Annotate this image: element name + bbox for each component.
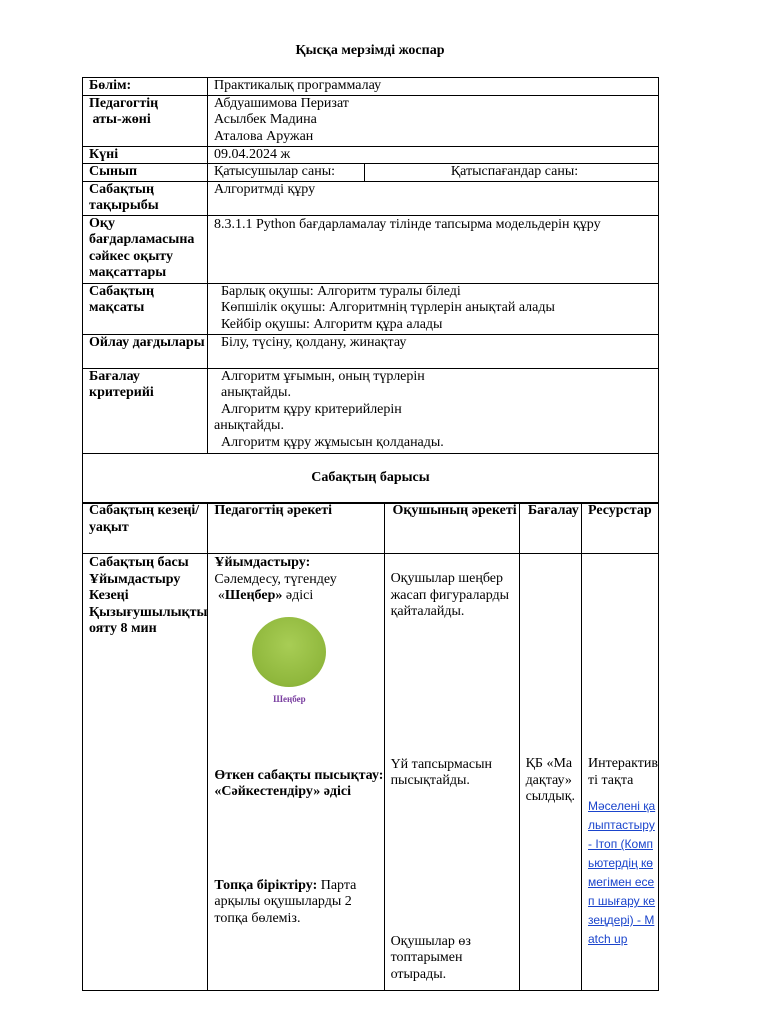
review-title: Өткен сабақты пысықтау: «Сәйкестендіру» әдісі <box>214 767 384 799</box>
teacher-name: Абдуашимова Перизат <box>214 95 349 111</box>
teacher-action-cell <box>208 554 384 991</box>
green-circle-icon <box>252 617 326 687</box>
criteria-label: Бағалау критерийі <box>83 368 208 453</box>
skills-label: Ойлау дағдылары <box>83 334 208 368</box>
goals-value: 8.3.1.1 Python бағдарламалау тілінде тапсырма модельдерін құру <box>208 215 659 283</box>
section-label: Бөлім: <box>83 78 208 96</box>
org-title: Ұйымдастыру: <box>214 555 311 570</box>
col-header-student: Оқушының әрекеті <box>384 503 519 554</box>
teacher-name: Аталова Аружан <box>214 128 314 144</box>
criteria-list <box>208 368 659 453</box>
skills-text: Білу, түсіну, қолдану, жинақтау <box>221 334 407 350</box>
absent-count: Қатыспағандар саны: <box>365 164 659 182</box>
resources-cell <box>582 554 659 991</box>
criteria-item: анықтайды. <box>221 385 291 400</box>
aim-item: Барлық оқушы: Алгоритм туралы біледі <box>221 283 461 299</box>
student-action-cell <box>384 554 519 991</box>
topic-value: Алгоритмді құру <box>208 181 659 215</box>
assessment-text: ҚБ «Мадақтау» сылдық. <box>525 756 575 804</box>
student-action-2: Үй тапсырмасын пысықтайды. <box>390 756 492 788</box>
group-text <box>214 878 383 928</box>
aim-item: Кейбір оқушы: Алгоритм құра алады <box>221 316 443 332</box>
method-open: « <box>214 588 225 603</box>
section-value: Практикалық программалау <box>208 78 659 96</box>
present-count: Қатысушылар саны: <box>208 164 365 182</box>
circle-image <box>224 611 364 711</box>
col-header-teacher: Педагогтің әрекеті <box>208 503 384 554</box>
circle-caption: Шеңбер <box>273 693 306 704</box>
teacher-label <box>83 95 208 146</box>
topic-label: Сабақтың тақырыбы <box>83 181 208 215</box>
lesson-table <box>82 502 659 991</box>
resource-link[interactable]: Мәселені қалыптастыру- Ітоп (Компьютердің көмегімен есеп шығару кезеңдері) - Match up <box>588 799 656 946</box>
aims-list <box>208 283 659 334</box>
col-header-resources: Ресурстар <box>582 503 659 554</box>
criteria-item: Алгоритм құру жұмысын қолданады. <box>221 434 444 450</box>
student-action-3: Оқушылар өз топтарымен отырады. <box>390 933 471 982</box>
col-header-stage: Сабақтың кезеңі/ уақыт <box>83 503 208 554</box>
teacher-label-line2: аты-жөні <box>89 112 151 127</box>
method-line <box>214 588 383 605</box>
method-suffix: әдісі <box>282 588 314 603</box>
page-title: Қысқа мерзімді жоспар <box>295 43 445 58</box>
group-desc: Парта арқылы оқушыларды 2 топқа бөлеміз. <box>214 877 357 926</box>
teacher-names <box>208 95 659 146</box>
teacher-label-line1: Педагогтің <box>89 95 159 111</box>
criteria-item: анықтайды. <box>214 418 284 433</box>
teacher-name: Асылбек Мадина <box>214 112 317 127</box>
class-label: Сынып <box>83 164 208 182</box>
student-action-1: Оқушылар шеңбер жасап фигураларды қайталайды. <box>390 571 510 619</box>
goals-label: Оқу бағдарламасына сәйкес оқыту мақсаттары <box>83 215 208 283</box>
criteria-item: Алгоритм құру критерийлерін <box>221 401 402 417</box>
assessment-cell <box>519 554 581 991</box>
date-label: Күні <box>83 146 208 164</box>
aim-label: Сабақтың мақсаты <box>83 283 208 334</box>
aim-item: Көпшілік оқушы: Алгоритмнің түрлерін анықтай алады <box>221 300 555 315</box>
criteria-item: Алгоритм ұғымын, оның түрлерін <box>221 368 425 384</box>
info-table <box>82 77 659 504</box>
resource-text: Интерактивті тақта <box>588 756 658 788</box>
org-text: Сәлемдесу, түгендеу <box>214 571 337 587</box>
skills-value <box>208 334 659 368</box>
progress-title: Сабақтың барысы <box>83 453 659 503</box>
col-header-assessment: Бағалау <box>519 503 581 554</box>
group-title: Топқа біріктіру: <box>214 877 318 893</box>
stage-cell: Сабақтың басы Ұйымдастыру Кезеңі Қызығушылықты ояту 8 мин <box>83 554 208 991</box>
date-value: 09.04.2024 ж <box>208 146 659 164</box>
method-name: Шеңбер» <box>224 588 283 603</box>
